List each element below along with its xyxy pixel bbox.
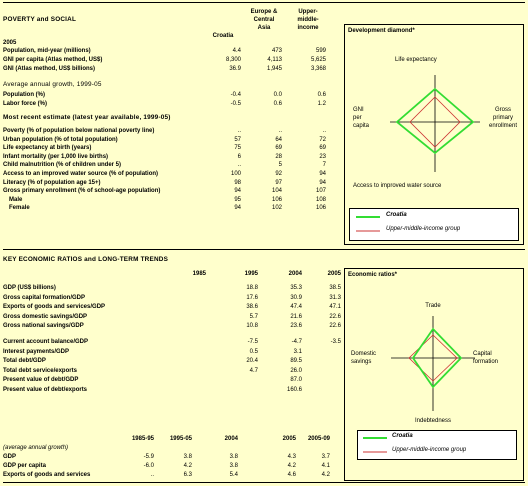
legend2-label-umi: Upper-middle-income group (392, 447, 467, 453)
recent-row-value: 100 (230, 171, 241, 177)
recent-row-value: 94 (319, 179, 326, 186)
col-header-croatia: Croatia (212, 33, 234, 39)
diamond2-label-right-2: formation (473, 359, 499, 365)
col-header-eca-1: Europe & (250, 9, 278, 15)
poverty-row-value: 599 (315, 48, 326, 54)
poverty-row-value: 36.9 (229, 66, 241, 72)
recent-row-value: 98 (234, 179, 241, 186)
ratio-row-value: 3.1 (293, 348, 302, 355)
diamond1-title: Development diamond* (348, 28, 415, 34)
recent-row-label: Life expectancy at birth (years) (3, 145, 92, 152)
ratio-row-value: 22.6 (329, 323, 341, 330)
bottom-rule (3, 482, 525, 483)
ratio-row-value: 26.0 (290, 367, 302, 374)
poverty-row-value: 3,368 (310, 66, 326, 72)
growth-row-label: Population (%) (3, 92, 45, 98)
ratio-row-label: Total debt/GDP (3, 358, 46, 365)
section-title-ratios: KEY ECONOMIC RATIOS and LONG-TERM TRENDS (3, 256, 169, 263)
growth-table-row-value: 4.2 (287, 463, 296, 469)
recent-row-value: 92 (275, 171, 282, 177)
diamond1-label-bottom: Access to improved water source (353, 183, 442, 189)
growth-row-value: -0.4 (230, 92, 241, 98)
legend2-swatch-umi (363, 450, 387, 454)
diamond2-label-left-1: Domestic (351, 351, 377, 357)
ratio-row-label: Gross capital formation/GDP (3, 294, 86, 301)
growth-table-row-label: Exports of goods and services (3, 472, 91, 478)
col-header-umi-2: middle- (297, 17, 319, 23)
growth-table-row-value: 6.3 (183, 472, 192, 478)
recent-row-value: 6 (237, 153, 241, 160)
ratio-row-value: -4.7 (291, 339, 302, 345)
recent-subtitle: Most recent estimate (latest year available, 1999-05) (3, 114, 171, 121)
ratio-row-label: Gross domestic savings/GDP (3, 313, 88, 320)
development-diamond-panel (344, 24, 524, 245)
poverty-row-label: Population, mid-year (millions) (3, 48, 91, 54)
growth-row-label: Labor force (%) (3, 101, 48, 107)
growth-table-row-value: 3.8 (229, 463, 238, 469)
recent-row-value: 94 (234, 205, 241, 212)
growth-year-header: 2005 (282, 436, 296, 442)
poverty-row-value: 1,945 (266, 66, 282, 72)
legend1-swatch-umi (356, 229, 380, 233)
growth-row-value: 0.6 (317, 92, 326, 98)
ratio-row-label: Interest payments/GDP (3, 348, 70, 355)
section-title-poverty: POVERTY and SOCIAL (3, 16, 77, 23)
growth-table-row-value: 4.2 (321, 472, 330, 478)
ratio-row-value: 4.7 (249, 367, 258, 374)
poverty-row-label: GNI (Atlas method, US$ billions) (3, 66, 96, 72)
col-header-eca-2: Central (253, 17, 275, 23)
growth-row-value: 0.0 (273, 92, 282, 98)
growth-table-row-value: 4.6 (287, 472, 296, 478)
growth-year-header: 1985-95 (131, 436, 154, 442)
ratio-row-value: 23.6 (290, 323, 302, 330)
growth-table-row-value: -6.0 (143, 463, 154, 469)
poverty-row-value: 4.4 (232, 48, 241, 54)
legend1-swatch-croatia (356, 215, 380, 219)
col-header-umi-1: Upper- (298, 9, 318, 15)
diamond1-label-left-3: capita (353, 123, 370, 129)
diamond1-label-right-2: primary (492, 115, 513, 121)
recent-row-value: 57 (234, 136, 241, 143)
ratio-row-label: Present value of debt/GDP (3, 377, 79, 384)
growth-year-header: 2005-09 (307, 436, 330, 442)
recent-row-value: .. (237, 128, 241, 134)
diamond1-label-right-3: enrollment (488, 123, 517, 129)
ratio-row-value: 35.3 (290, 285, 302, 291)
recent-row-label: Infant mortality (per 1,000 live births) (3, 153, 109, 160)
ratio-year-header: 2004 (288, 271, 302, 277)
recent-row-value: .. (278, 128, 282, 134)
growth-table-row-value: .. (150, 472, 154, 478)
legend1-label-umi: Upper-middle-income group (386, 226, 461, 232)
diamond2-legend (357, 430, 517, 460)
recent-row-value: .. (322, 128, 326, 134)
ratio-row-value: 18.8 (246, 285, 258, 291)
recent-row-value: 69 (319, 145, 326, 152)
ratio-row-label: Present value of debt/exports (3, 387, 88, 393)
recent-row-label: Gross primary enrollment (% of school-age population) (3, 188, 161, 195)
growth-year-header: 2004 (224, 436, 238, 442)
recent-row-label: Access to an improved water source (% of population) (3, 171, 159, 177)
recent-row-value: 106 (271, 196, 282, 203)
recent-row-value: 23 (319, 153, 326, 160)
ratio-row-value: -7.5 (247, 339, 258, 345)
recent-row-label: Urban population (% of total population) (3, 136, 118, 143)
recent-row-label: Female (9, 205, 30, 212)
ratio-row-value: 22.6 (329, 313, 341, 320)
growth-year-header: 1995-05 (169, 436, 192, 442)
legend2-swatch-croatia (363, 436, 387, 440)
ratio-row-value: 47.1 (329, 304, 341, 311)
poverty-row-value: 8,300 (225, 57, 241, 63)
recent-row-value: 5 (278, 162, 282, 169)
mid-rule (3, 249, 525, 250)
diamond2-label-top: Trade (425, 303, 441, 309)
recent-row-value: 75 (234, 145, 241, 152)
growth-table-row-value: 4.2 (183, 463, 192, 469)
diamond2-label-left-2: savings (351, 359, 372, 365)
ratio-row-value: 20.4 (246, 358, 258, 365)
diamond1-chart (385, 67, 485, 177)
ratio-row-value: 17.6 (246, 294, 258, 301)
ratio-row-value: 10.8 (246, 323, 258, 330)
recent-row-value: 106 (315, 205, 326, 212)
diamond1-label-right-1: Gross (494, 107, 511, 113)
ratio-row-value: 38.6 (246, 304, 258, 311)
ratio-row-value: -3.5 (330, 339, 341, 345)
year-label: 2005 (3, 40, 17, 46)
ratio-year-header: 1995 (244, 271, 258, 277)
ratio-row-value: 160.6 (286, 387, 302, 393)
growth-table-row-value: 3.7 (321, 454, 330, 460)
recent-row-value: 97 (275, 179, 282, 186)
recent-row-value: 94 (234, 188, 241, 195)
ratio-row-value: 5.7 (249, 313, 258, 320)
ratio-row-label: Current account balance/GDP (3, 339, 89, 345)
diamond1-label-left-1: GNI (353, 107, 364, 113)
col-header-eca-3: Asia (257, 25, 271, 31)
ratio-row-value: 38.5 (329, 285, 341, 291)
ratio-row-label: Total debt service/exports (3, 367, 77, 374)
diamond2-chart (387, 311, 479, 416)
legend2-label-croatia: Croatia (392, 433, 413, 439)
growth-table-row-value: 3.8 (183, 454, 192, 460)
diamond1-legend (349, 208, 519, 241)
ratio-row-value: 31.3 (329, 294, 341, 301)
diamond1-label-top: Life expectancy (395, 57, 437, 63)
growth-subtitle: Average annual growth, 1999-05 (3, 81, 102, 88)
top-rule (3, 2, 525, 3)
legend1-label-croatia: Croatia (386, 212, 407, 218)
ratio-row-label: Gross national savings/GDP (3, 323, 84, 330)
ratio-row-value: 87.0 (290, 377, 302, 384)
growth-table-row-value: 5.4 (229, 472, 238, 478)
growth-table-row-value: 4.3 (287, 454, 296, 460)
recent-row-value: 72 (319, 136, 326, 143)
poverty-row-label: GNI per capita (Atlas method, US$) (3, 57, 103, 63)
economic-ratios-panel (344, 268, 524, 481)
recent-row-value: 102 (271, 205, 282, 212)
col-header-umi-3: income (297, 25, 319, 31)
diamond2-title: Economic ratios* (348, 272, 398, 278)
recent-row-value: 69 (275, 145, 282, 152)
growth-row-value: 0.6 (273, 101, 282, 107)
poverty-row-value: 5,625 (310, 57, 326, 63)
ratio-row-label: GDP (US$ billions) (3, 285, 56, 291)
diamond1-label-left-2: per (353, 115, 362, 121)
growth-row-value: 1.2 (317, 101, 326, 107)
ratio-row-value: 89.5 (290, 358, 302, 365)
recent-row-value: 108 (315, 196, 326, 203)
growth-table-row-value: -5.9 (143, 454, 154, 460)
growth-table-row-label: GDP (3, 454, 17, 460)
poverty-row-value: 473 (271, 48, 282, 54)
ratio-year-header: 1985 (192, 271, 206, 277)
ratio-row-label: Exports of goods and services/GDP (3, 304, 106, 311)
recent-row-value: 94 (319, 171, 326, 177)
growth-table-row-value: 3.8 (229, 454, 238, 460)
recent-row-value: .. (237, 162, 241, 169)
recent-row-value: 64 (275, 136, 282, 143)
recent-row-value: 95 (234, 196, 241, 203)
recent-row-value: 7 (322, 162, 326, 169)
diamond2-label-bottom: Indebtedness (414, 418, 452, 424)
poverty-row-value: 4,113 (267, 57, 282, 63)
growth-table-row-value: 4.1 (321, 463, 330, 469)
recent-row-label: Literacy (% of population age 15+) (3, 179, 101, 186)
recent-row-label: Male (9, 196, 23, 203)
recent-row-value: 107 (315, 188, 326, 195)
diamond2-label-right-1: Capital (473, 351, 492, 357)
recent-row-label: Child malnutrition (% of children under 5) (3, 162, 121, 169)
ratio-row-value: 21.6 (290, 313, 302, 320)
ratio-row-value: 0.5 (249, 348, 258, 355)
growth-table-row-label: GDP per capita (3, 463, 46, 469)
recent-row-value: 104 (271, 188, 282, 195)
growth-row-value: -0.5 (230, 101, 241, 107)
growth-label: (average annual growth) (3, 445, 69, 451)
recent-row-value: 28 (275, 153, 282, 160)
ratio-row-value: 30.9 (290, 294, 302, 301)
ratio-year-header: 2005 (327, 271, 341, 277)
ratio-row-value: 47.4 (290, 304, 302, 311)
recent-row-label: Poverty (% of population below national poverty line) (3, 128, 155, 134)
